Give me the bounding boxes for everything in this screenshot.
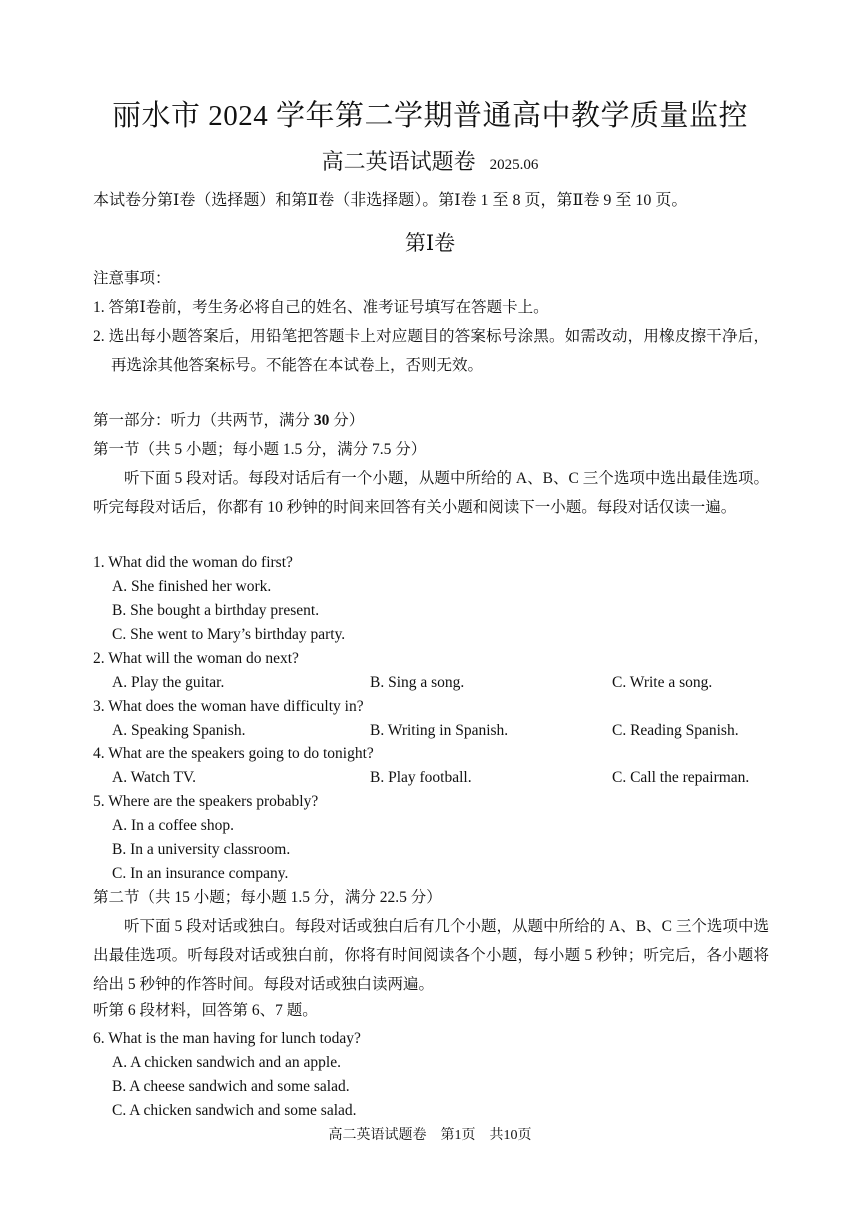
question-2-option-b: B. Sing a song. — [370, 674, 465, 691]
exam-title: 丽水市 2024 学年第二学期普通高中教学质量监控 — [111, 100, 748, 132]
question-4-option-b: B. Play football. — [370, 769, 472, 786]
exam-subtitle — [0, 146, 860, 181]
subtitle-text: 高二英语试题卷 — [321, 149, 476, 174]
subsection-2-instructions: 听下面 5 段对话或独白。每段对话或独白后有几个小题，从题中所给的 A、B、C 三个选项中选出最佳选项。听每段对话或独白前，你将有时间阅读各个小题，每小题 5 秒钟；听完后，各小题将给出 5 秒钟的作答时间。每段对话或独白读两遍。 — [93, 918, 769, 993]
exam-date: 2025.06 — [489, 157, 539, 173]
question-4: 4. What are the speakers going to do tonight? — [93, 745, 374, 762]
question-5-option-b: B. In a university classroom. — [112, 841, 291, 858]
question-1-option-c: C. She went to Mary’s birthday party. — [112, 626, 346, 643]
question-6: 6. What is the man having for lunch today? — [93, 1030, 361, 1047]
question-6-option-a: A. A chicken sandwich and an apple. — [112, 1054, 341, 1071]
question-5: 5. Where are the speakers probably? — [93, 793, 319, 810]
question-1: 1. What did the woman do first? — [93, 554, 293, 571]
subsection-1-instructions: 听下面 5 段对话。每段对话后有一个小题，从题中所给的 A、B、C 三个选项中选出最佳选项。听完每段对话后，你都有 10 秒钟的时间来回答有关小题和阅读下一小题。每段对话仅读一遍。 — [93, 470, 769, 516]
subsection-1-heading: 第一节（共 5 小题；每小题 1.5 分，满分 7.5 分） — [93, 441, 427, 458]
question-1-option-a: A. She finished her work. — [112, 578, 272, 595]
section-heading — [93, 410, 364, 432]
question-4-option-a: A. Watch TV. — [112, 769, 197, 786]
question-3: 3. What does the woman have difficulty in? — [93, 698, 364, 715]
section-heading-suffix: 分） — [329, 412, 365, 429]
question-6-option-b: B. A cheese sandwich and some salad. — [112, 1078, 350, 1095]
question-2-option-a: A. Play the guitar. — [112, 674, 225, 691]
question-3-option-b: B. Writing in Spanish. — [370, 722, 509, 739]
section-heading-prefix: 第一部分：听力（共两节，满分 — [93, 412, 314, 429]
question-4-option-c: C. Call the repairman. — [612, 769, 750, 786]
part-title: 第Ⅰ卷 — [404, 231, 456, 255]
notice-heading: 注意事项： — [93, 270, 171, 287]
subsection-2-heading: 第二节（共 15 小题；每小题 1.5 分，满分 22.5 分） — [93, 889, 442, 906]
question-5-option-c: C. In an insurance company. — [112, 865, 289, 882]
question-5-option-a: A. In a coffee shop. — [112, 817, 234, 834]
question-2: 2. What will the woman do next? — [93, 650, 299, 667]
material-6-instruction: 听第 6 段材料，回答第 6、7 题。 — [93, 1002, 318, 1019]
notice-item-2: 2. 选出每小题答案后，用铅笔把答题卡上对应题目的答案标号涂黑。如需改动，用橡皮擦干净后，再选涂其他答案标号。不能答在本试卷上，否则无效。 — [93, 328, 769, 374]
question-1-option-b: B. She bought a birthday present. — [112, 602, 320, 619]
exam-intro: 本试卷分第Ⅰ卷（选择题）和第Ⅱ卷（非选择题）。第Ⅰ卷 1 至 8 页，第Ⅱ卷 9 至 10 页。 — [93, 192, 688, 209]
question-3-option-c: C. Reading Spanish. — [612, 722, 739, 739]
question-6-option-c: C. A chicken sandwich and some salad. — [112, 1102, 357, 1119]
question-3-option-a: A. Speaking Spanish. — [112, 722, 246, 739]
section-heading-score: 30 — [313, 412, 330, 429]
question-2-option-c: C. Write a song. — [612, 674, 713, 691]
page-footer: 高二英语试题卷 第1页 共10页 — [328, 1128, 532, 1143]
notice-item-1: 1. 答第Ⅰ卷前，考生务必将自己的姓名、准考证号填写在答题卡上。 — [93, 299, 549, 316]
